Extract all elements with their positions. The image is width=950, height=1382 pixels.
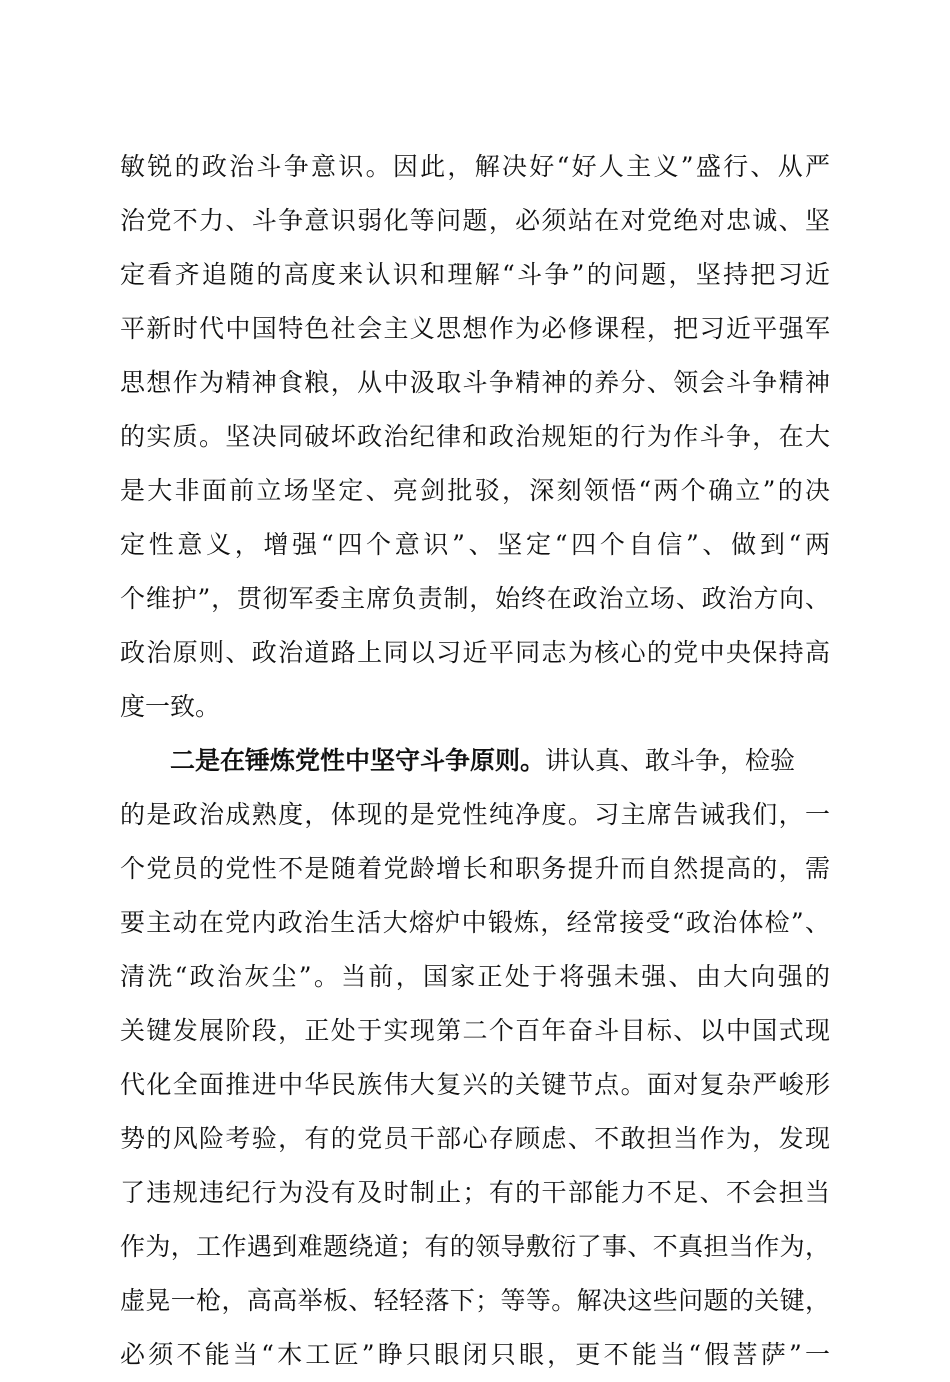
text-line: 代化全面推进中华民族伟大复兴的关键节点。面对复杂严峻形 — [120, 1070, 830, 1099]
text-line: 清洗“政治灰尘”。当前，国家正处于将强未强、由大向强的 — [120, 962, 830, 991]
text-line: 作为，工作遇到难题绕道；有的领导敷衍了事、不真担当作为， — [120, 1232, 830, 1261]
text-line: 虚晃一枪，高高举板、轻轻落下；等等。解决这些问题的关键， — [120, 1286, 830, 1315]
text-line: 政治原则、政治道路上同以习近平同志为核心的党中央保持高 — [120, 638, 830, 667]
text-line: 治党不力、斗争意识弱化等问题，必须站在对党绝对忠诚、坚 — [120, 206, 830, 235]
paragraph-2 — [120, 734, 830, 1382]
paragraph-lead-heading: 二是在锤炼党性中坚守斗争原则。 — [170, 746, 546, 775]
paragraph-first-line-text: 讲认真、敢斗争，检验 — [545, 746, 796, 775]
text-line: 要主动在党内政治生活大熔炉中锻炼，经常接受“政治体检”、 — [120, 908, 830, 937]
text-line: 的是政治成熟度，体现的是党性纯净度。习主席告诫我们，一 — [120, 800, 830, 829]
text-line: 了违规违纪行为没有及时制止；有的干部能力不足、不会担当 — [120, 1178, 830, 1207]
paragraph-first-line — [120, 734, 830, 788]
text-line: 度一致。 — [120, 692, 221, 721]
text-line: 定性意义，增强“四个意识”、坚定“四个自信”、做到“两 — [120, 530, 830, 559]
text-line: 的实质。坚决同破坏政治纪律和政治规矩的行为作斗争，在大 — [120, 422, 830, 451]
text-line: 必须不能当“木工匠”睁只眼闭只眼，更不能当“假菩萨”一 — [120, 1340, 830, 1369]
text-line: 关键发展阶段，正处于实现第二个百年奋斗目标、以中国式现 — [120, 1016, 830, 1045]
text-line: 个维护”，贯彻军委主席负责制，始终在政治立场、政治方向、 — [120, 584, 830, 613]
text-line: 势的风险考验，有的党员干部心存顾虑、不敢担当作为，发现 — [120, 1124, 830, 1153]
document-body — [120, 140, 830, 1382]
text-line: 思想作为精神食粮，从中汲取斗争精神的养分、领会斗争精神 — [120, 368, 830, 397]
text-line: 平新时代中国特色社会主义思想作为必修课程，把习近平强军 — [120, 314, 830, 343]
text-line: 个党员的党性不是随着党龄增长和职务提升而自然提高的，需 — [120, 854, 830, 883]
paragraph-1 — [120, 140, 830, 734]
text-line: 定看齐追随的高度来认识和理解“斗争”的问题，坚持把习近 — [120, 260, 830, 289]
text-line: 敏锐的政治斗争意识。因此，解决好“好人主义”盛行、从严 — [120, 152, 830, 181]
text-line: 是大非面前立场坚定、亮剑批驳，深刻领悟“两个确立”的决 — [120, 476, 830, 505]
